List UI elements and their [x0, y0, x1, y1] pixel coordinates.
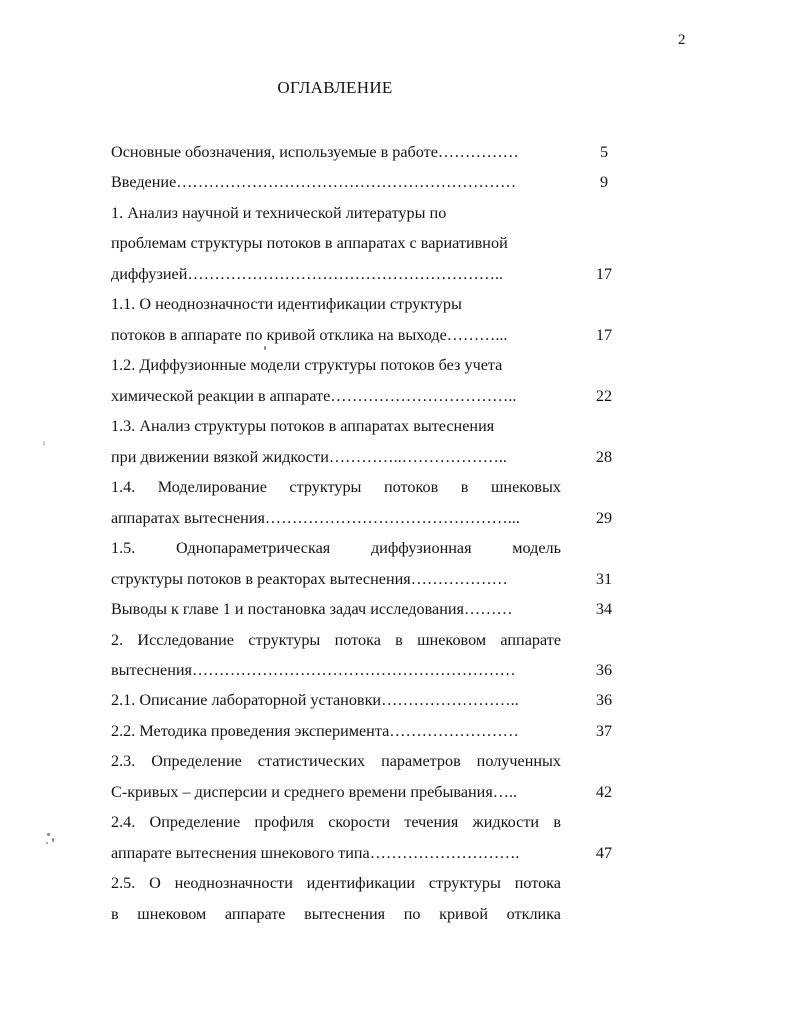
toc-page-number: 42: [595, 783, 613, 801]
toc-line: 1.2. Диффузионные модели структуры потоков без учета: [111, 356, 503, 374]
toc-line: диффузией…………………………………………………..: [111, 265, 504, 283]
toc-line: 2.2. Методика проведения эксперимента……………………: [111, 722, 519, 740]
toc-line: проблемам структуры потоков в аппаратах с вариативной: [111, 234, 508, 252]
toc-page-number: 9: [599, 173, 609, 191]
page-title: ОГЛАВЛЕНИЕ: [277, 78, 393, 97]
toc-line: С-кривых – дисперсии и среднего времени пребывания…..: [111, 783, 518, 801]
toc-page-number: 31: [595, 570, 613, 588]
toc-page-number: 36: [595, 661, 613, 679]
toc-page-number: 29: [595, 509, 613, 527]
scan-speck: [52, 838, 54, 842]
toc-line: потоков в аппарате по кривой отклика на выходе………...: [111, 326, 508, 344]
toc-line: аппарате вытеснения шнекового типа……………………….: [111, 844, 520, 862]
toc-line: 1. Анализ научной и технической литературы по: [111, 204, 447, 222]
toc-line: 1.1. О неоднозначности идентификации структуры: [111, 295, 462, 313]
scan-speck: [47, 833, 50, 836]
toc-line: 2.1. Описание лабораторной установки……………………..: [111, 691, 519, 709]
toc-line: 2.4. Определение профиля скорости течения жидкости в: [111, 813, 561, 831]
toc-line: аппаратах вытеснения………………………………………...: [111, 509, 520, 527]
toc-page-number: 34: [595, 600, 613, 618]
toc-line: 2. Исследование структуры потока в шнековом аппарате: [111, 631, 561, 649]
toc-page-number: 47: [595, 844, 613, 862]
toc-line: 1.3. Анализ структуры потоков в аппаратах вытеснения: [111, 417, 495, 435]
toc-line: структуры потоков в реакторах вытеснения………………: [111, 570, 508, 588]
toc-line: 1.5. Однопараметрическая диффузионная модель: [111, 539, 561, 557]
toc-line: при движении вязкой жидкости…………..………………..: [111, 448, 507, 466]
toc-page-number: 17: [595, 265, 613, 283]
scan-speck: [43, 441, 45, 446]
toc-page-number: 5: [599, 143, 609, 161]
toc-page-number: 17: [595, 326, 613, 344]
toc-page-number: 36: [595, 691, 613, 709]
toc-line: вытеснения……………………………………………………: [111, 661, 516, 679]
toc-line: 2.5. О неоднозначности идентификации структуры потока: [111, 874, 561, 892]
toc-line: химической реакции в аппарате……………………………..: [111, 387, 517, 405]
page-number: 2: [678, 32, 686, 48]
scan-speck: [46, 842, 48, 844]
toc-page-number: 28: [595, 448, 613, 466]
toc-page-number: 22: [595, 387, 613, 405]
scan-speck: [264, 346, 266, 350]
toc-line: 2.3. Определение статистических параметров полученных: [111, 752, 561, 770]
toc-line: Введение………………………………………………………: [111, 173, 517, 191]
toc-line: Выводы к главе 1 и постановка задач исследования………: [111, 600, 513, 618]
toc-line: Основные обозначения, используемые в работе……………: [111, 143, 519, 161]
toc-line: 1.4. Моделирование структуры потоков в шнековых: [111, 478, 561, 496]
toc-line: в шнековом аппарате вытеснения по кривой отклика: [111, 905, 561, 923]
toc-page-number: 37: [595, 722, 613, 740]
